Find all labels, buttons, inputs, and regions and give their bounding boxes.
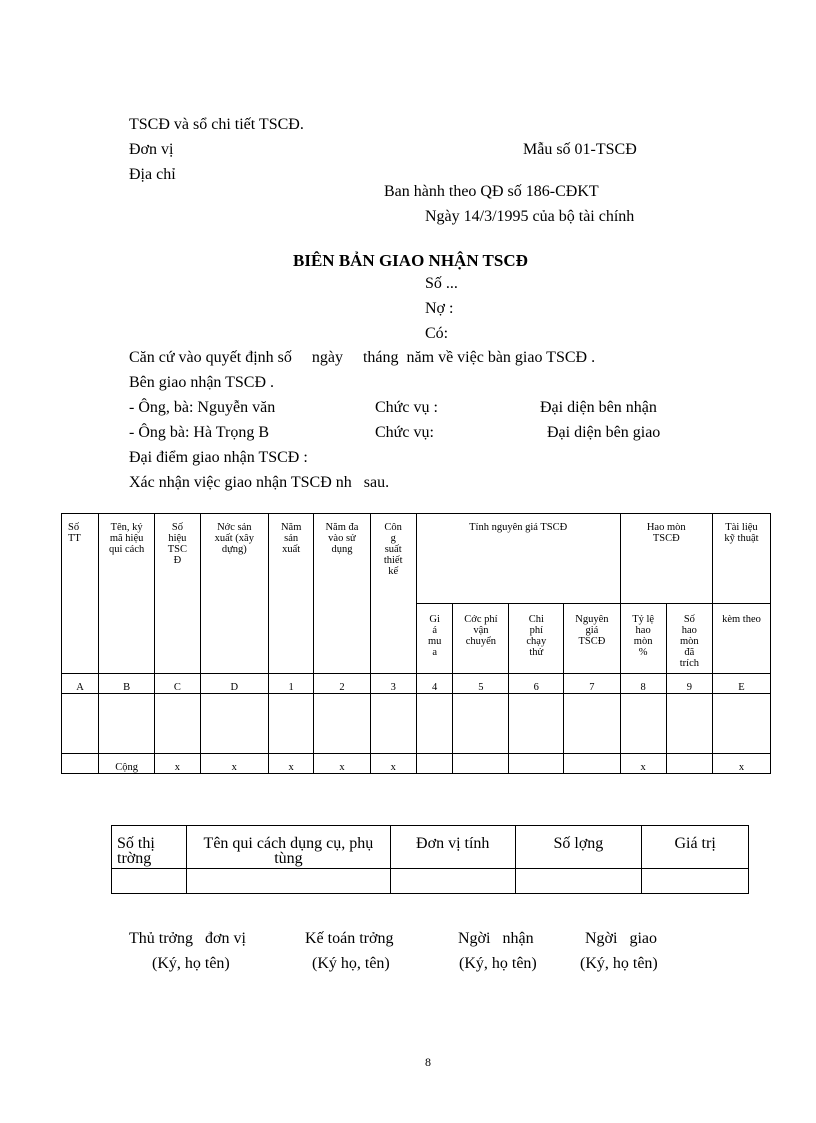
signature-note: (Ký, họ tên) xyxy=(459,955,537,972)
code-cell: 7 xyxy=(564,674,620,694)
signature-note: (Ký, họ tên) xyxy=(580,955,658,972)
col-stt: Số TT xyxy=(62,514,99,674)
code-cell: 6 xyxy=(509,674,564,694)
signature-chief-accountant: Kế toán trởng xyxy=(305,930,394,947)
receiver-position: Chức vụ : xyxy=(375,399,438,416)
col-depreciation: Hao mòn TSCĐ xyxy=(620,514,712,604)
giver-role: Đại diện bên giao xyxy=(547,424,661,441)
tools-col-market: Số thị trờng xyxy=(112,826,187,869)
code-cell: 5 xyxy=(453,674,509,694)
total-row xyxy=(62,754,771,774)
confirm-line: Xác nhận việc giao nhận TSCĐ nh sau. xyxy=(129,474,390,491)
code-cell: B xyxy=(99,674,155,694)
col-name: Tên, ký mã hiệu qui cách xyxy=(99,514,155,674)
tools-col-quantity: Số lợng xyxy=(515,826,642,869)
receiver-role: Đại diện bên nhận xyxy=(540,399,657,416)
total-cell: x xyxy=(314,754,370,774)
sub-trial: Chi phí chạy thử xyxy=(509,604,564,674)
intro-line: TSCĐ và sổ chi tiết TSCĐ. xyxy=(129,116,304,133)
issued-by: Ban hành theo QĐ số 186-CĐKT xyxy=(384,183,599,200)
total-cell xyxy=(453,754,509,774)
col-capacity: Công suất thiết kế xyxy=(370,514,416,674)
parties-line: Bên giao nhận TSCĐ . xyxy=(129,374,275,391)
sub-original: Nguyên giá TSCĐ xyxy=(564,604,620,674)
signature-receiver: Ngời nhận xyxy=(458,930,534,947)
giver-position: Chức vụ: xyxy=(375,424,434,441)
col-code: Số hiệu TSCĐ xyxy=(155,514,200,674)
col-country: Nớc sản xuất (xây dựng) xyxy=(200,514,268,674)
code-cell: 9 xyxy=(666,674,712,694)
unit-label: Đơn vị xyxy=(129,141,174,158)
data-row xyxy=(62,694,771,754)
total-cell xyxy=(564,754,620,774)
sub-shipping: Cớc phí vận chuyển xyxy=(453,604,509,674)
sub-accumulated: Số hao mòn đã trích xyxy=(666,604,712,674)
code-cell: D xyxy=(200,674,268,694)
form-number: Mẫu số 01-TSCĐ xyxy=(523,141,637,158)
sub-rate: Tỷ lệ hao mòn % xyxy=(620,604,666,674)
total-cell: x xyxy=(155,754,200,774)
col-docs: Tài liệu kỹ thuật xyxy=(712,514,770,604)
address-label: Địa chỉ xyxy=(129,166,176,183)
total-cell xyxy=(509,754,564,774)
total-cell: Cộng xyxy=(99,754,155,774)
total-cell xyxy=(416,754,453,774)
ref-co: Có: xyxy=(425,325,449,342)
sub-docs-attached: kèm theo xyxy=(712,604,770,674)
code-cell: 2 xyxy=(314,674,370,694)
signature-head-of-unit: Thủ trởng đơn vị xyxy=(129,930,246,947)
receiver-name: - Ông, bà: Nguyễn văn xyxy=(129,399,276,416)
code-cell: E xyxy=(712,674,770,694)
giver-name: - Ông bà: Hà Trọng B xyxy=(129,424,270,441)
signature-note: (Ký họ, tên) xyxy=(312,955,390,972)
signature-giver: Ngời giao xyxy=(585,930,658,947)
sub-purchase: Giá mua xyxy=(416,604,453,674)
col-year-made: Năm sản xuất xyxy=(268,514,313,674)
total-cell xyxy=(62,754,99,774)
total-cell xyxy=(666,754,712,774)
code-cell: 8 xyxy=(620,674,666,694)
page-title: BIÊN BẢN GIAO NHẬN TSCĐ xyxy=(293,251,528,270)
basis-line: Căn cứ vào quyết định số ngày tháng năm về việc bàn giao TSCĐ . xyxy=(129,349,596,366)
code-cell: 4 xyxy=(416,674,453,694)
tools-table xyxy=(111,825,749,894)
asset-table xyxy=(61,513,771,774)
code-cell: 1 xyxy=(268,674,313,694)
total-cell: x xyxy=(370,754,416,774)
tools-col-unit: Đơn vị tính xyxy=(390,826,515,869)
code-cell: A xyxy=(62,674,99,694)
total-cell: x xyxy=(620,754,666,774)
page-number: 8 xyxy=(425,1055,431,1069)
location-line: Đại điểm giao nhận TSCĐ : xyxy=(129,449,308,466)
code-cell: C xyxy=(155,674,200,694)
tools-data-row xyxy=(112,869,749,894)
total-cell: x xyxy=(712,754,770,774)
total-cell: x xyxy=(268,754,313,774)
tools-col-name: Tên qui cách dụng cụ, phụ tùng xyxy=(186,826,390,869)
tools-col-value: Giá trị xyxy=(642,826,749,869)
issued-date: Ngày 14/3/1995 của bộ tài chính xyxy=(425,208,635,225)
code-cell: 3 xyxy=(370,674,416,694)
ref-no: Nợ : xyxy=(425,300,454,317)
signature-note: (Ký, họ tên) xyxy=(152,955,230,972)
code-row xyxy=(62,674,771,694)
total-cell: x xyxy=(200,754,268,774)
col-original-value: Tính nguyên giá TSCĐ xyxy=(416,514,620,604)
col-year-used: Năm đa vào sử dụng xyxy=(314,514,370,674)
ref-so: Số ... xyxy=(425,275,458,292)
